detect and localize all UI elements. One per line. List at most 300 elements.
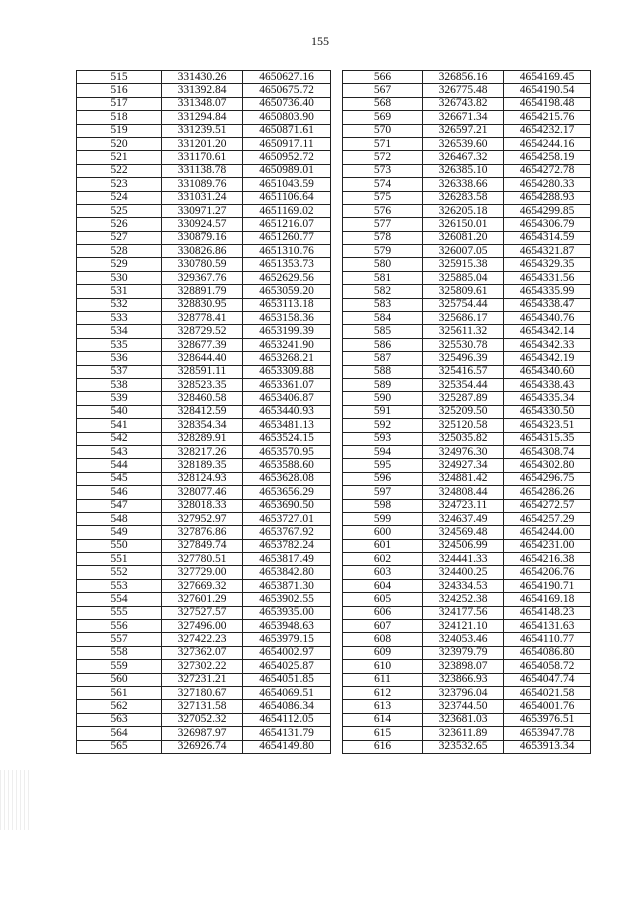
y-coordinate-cell: 4654272.57 [504,499,591,512]
x-coordinate-cell: 324723.11 [423,499,504,512]
x-coordinate-cell: 329367.76 [162,271,243,284]
y-coordinate-cell: 4651310.76 [243,245,331,258]
table-row [77,258,331,271]
x-coordinate-cell: 327422.23 [162,633,243,646]
y-coordinate-cell: 4654216.38 [504,553,591,566]
y-coordinate-cell: 4653871.30 [243,579,331,592]
table-row [77,700,331,713]
table-row [77,84,331,97]
x-coordinate-cell: 328677.39 [162,338,243,351]
y-coordinate-cell: 4653158.36 [243,312,331,325]
point-number-cell: 591 [343,405,423,418]
x-coordinate-cell: 328354.34 [162,419,243,432]
table-row [77,606,331,619]
y-coordinate-cell: 4654190.54 [504,84,591,97]
point-number-cell: 593 [343,432,423,445]
y-coordinate-cell: 4654321.87 [504,245,591,258]
x-coordinate-cell: 326856.16 [423,71,504,84]
x-coordinate-cell: 328189.35 [162,459,243,472]
x-coordinate-cell: 325885.04 [423,271,504,284]
table-row [343,553,591,566]
x-coordinate-cell: 327052.32 [162,713,243,726]
table-row [343,459,591,472]
y-coordinate-cell: 4654296.75 [504,472,591,485]
x-coordinate-cell: 324400.25 [423,566,504,579]
table-row [343,352,591,365]
table-row [343,700,591,713]
x-coordinate-cell: 328289.91 [162,432,243,445]
y-coordinate-cell: 4654051.85 [243,673,331,686]
point-number-cell: 523 [77,178,162,191]
x-coordinate-cell: 325809.61 [423,285,504,298]
y-coordinate-cell: 4653690.50 [243,499,331,512]
table-row [343,566,591,579]
table-row [343,606,591,619]
x-coordinate-cell: 328729.52 [162,325,243,338]
table-body-left [77,71,331,754]
point-number-cell: 594 [343,445,423,458]
x-coordinate-cell: 324881.42 [423,472,504,485]
y-coordinate-cell: 4654001.76 [504,700,591,713]
y-coordinate-cell: 4653947.78 [504,727,591,740]
table-row [343,218,591,231]
y-coordinate-cell: 4654086.34 [243,700,331,713]
table-row [77,231,331,244]
x-coordinate-cell: 327131.58 [162,700,243,713]
table-row [343,486,591,499]
x-coordinate-cell: 323866.93 [423,673,504,686]
x-coordinate-cell: 327952.97 [162,512,243,525]
y-coordinate-cell: 4654335.99 [504,285,591,298]
point-number-cell: 538 [77,378,162,391]
x-coordinate-cell: 327601.29 [162,593,243,606]
x-coordinate-cell: 327849.74 [162,539,243,552]
point-number-cell: 598 [343,499,423,512]
coordinates-table-left [76,70,331,754]
y-coordinate-cell: 4653241.90 [243,338,331,351]
x-coordinate-cell: 331348.07 [162,97,243,110]
table-row [77,539,331,552]
y-coordinate-cell: 4650627.16 [243,71,331,84]
point-number-cell: 516 [77,84,162,97]
y-coordinate-cell: 4654335.34 [504,392,591,405]
x-coordinate-cell: 325354.44 [423,378,504,391]
y-coordinate-cell: 4654329.35 [504,258,591,271]
table-row [343,231,591,244]
y-coordinate-cell: 4650917.11 [243,137,331,150]
table-row [77,526,331,539]
point-number-cell: 528 [77,245,162,258]
x-coordinate-cell: 324976.30 [423,445,504,458]
table-row [77,178,331,191]
point-number-cell: 574 [343,178,423,191]
table-row [343,713,591,726]
y-coordinate-cell: 4654021.58 [504,686,591,699]
point-number-cell: 608 [343,633,423,646]
table-row [343,84,591,97]
table-body-right [343,71,591,754]
table-row [343,365,591,378]
y-coordinate-cell: 4654340.76 [504,312,591,325]
table-row [343,137,591,150]
point-number-cell: 566 [343,71,423,84]
x-coordinate-cell: 323796.04 [423,686,504,699]
point-number-cell: 595 [343,459,423,472]
point-number-cell: 565 [77,740,162,753]
table-row [77,204,331,217]
x-coordinate-cell: 323681.03 [423,713,504,726]
y-coordinate-cell: 4654025.87 [243,660,331,673]
y-coordinate-cell: 4654338.43 [504,378,591,391]
x-coordinate-cell: 327180.67 [162,686,243,699]
x-coordinate-cell: 330780.59 [162,258,243,271]
y-coordinate-cell: 4654215.76 [504,111,591,124]
point-number-cell: 559 [77,660,162,673]
x-coordinate-cell: 328018.33 [162,499,243,512]
y-coordinate-cell: 4650952.72 [243,151,331,164]
table-row [343,686,591,699]
point-number-cell: 555 [77,606,162,619]
y-coordinate-cell: 4653440.93 [243,405,331,418]
x-coordinate-cell: 326338.66 [423,178,504,191]
x-coordinate-cell: 330971.27 [162,204,243,217]
y-coordinate-cell: 4653727.01 [243,512,331,525]
table-row [343,512,591,525]
point-number-cell: 534 [77,325,162,338]
table-row [77,137,331,150]
table-row [77,472,331,485]
y-coordinate-cell: 4653570.95 [243,445,331,458]
point-number-cell: 557 [77,633,162,646]
x-coordinate-cell: 331430.26 [162,71,243,84]
x-coordinate-cell: 326987.97 [162,727,243,740]
table-row [77,459,331,472]
table-row [77,727,331,740]
point-number-cell: 612 [343,686,423,699]
y-coordinate-cell: 4653406.87 [243,392,331,405]
x-coordinate-cell: 326150.01 [423,218,504,231]
point-number-cell: 576 [343,204,423,217]
point-number-cell: 610 [343,660,423,673]
scan-artifact [0,770,30,830]
table-row [77,553,331,566]
table-row [77,245,331,258]
point-number-cell: 525 [77,204,162,217]
point-number-cell: 583 [343,298,423,311]
point-number-cell: 521 [77,151,162,164]
table-row [77,620,331,633]
table-row [77,486,331,499]
x-coordinate-cell: 326385.10 [423,164,504,177]
x-coordinate-cell: 327729.00 [162,566,243,579]
table-row [343,178,591,191]
x-coordinate-cell: 323979.79 [423,646,504,659]
point-number-cell: 585 [343,325,423,338]
point-number-cell: 533 [77,312,162,325]
y-coordinate-cell: 4651260.77 [243,231,331,244]
x-coordinate-cell: 331138.78 [162,164,243,177]
point-number-cell: 517 [77,97,162,110]
table-row [77,378,331,391]
point-number-cell: 611 [343,673,423,686]
table-row [343,285,591,298]
table-row [343,271,591,284]
table-row [77,445,331,458]
table-row [77,352,331,365]
y-coordinate-cell: 4650803.90 [243,111,331,124]
page-number: 155 [311,34,329,48]
point-number-cell: 588 [343,365,423,378]
x-coordinate-cell: 327780.51 [162,553,243,566]
y-coordinate-cell: 4654131.63 [504,620,591,633]
x-coordinate-cell: 327496.00 [162,620,243,633]
y-coordinate-cell: 4654340.60 [504,365,591,378]
point-number-cell: 532 [77,298,162,311]
table-row [77,512,331,525]
point-number-cell: 530 [77,271,162,284]
table-row [77,285,331,298]
x-coordinate-cell: 327231.21 [162,673,243,686]
point-number-cell: 535 [77,338,162,351]
y-coordinate-cell: 4654342.19 [504,352,591,365]
x-coordinate-cell: 330924.57 [162,218,243,231]
point-number-cell: 584 [343,312,423,325]
y-coordinate-cell: 4654244.16 [504,137,591,150]
x-coordinate-cell: 330826.86 [162,245,243,258]
y-coordinate-cell: 4654272.78 [504,164,591,177]
y-coordinate-cell: 4651353.73 [243,258,331,271]
x-coordinate-cell: 328460.58 [162,392,243,405]
table-row [343,325,591,338]
point-number-cell: 541 [77,419,162,432]
table-row [343,164,591,177]
x-coordinate-cell: 328217.26 [162,445,243,458]
table-row [77,660,331,673]
table-row [343,526,591,539]
x-coordinate-cell: 328124.93 [162,472,243,485]
y-coordinate-cell: 4653979.15 [243,633,331,646]
table-row [77,646,331,659]
table-row [343,258,591,271]
y-coordinate-cell: 4654308.74 [504,445,591,458]
x-coordinate-cell: 328778.41 [162,312,243,325]
point-number-cell: 580 [343,258,423,271]
point-number-cell: 606 [343,606,423,619]
x-coordinate-cell: 327362.07 [162,646,243,659]
point-number-cell: 607 [343,620,423,633]
point-number-cell: 597 [343,486,423,499]
x-coordinate-cell: 331294.84 [162,111,243,124]
y-coordinate-cell: 4654330.50 [504,405,591,418]
table-row [343,419,591,432]
x-coordinate-cell: 325120.58 [423,419,504,432]
y-coordinate-cell: 4654058.72 [504,660,591,673]
table-row [343,97,591,110]
y-coordinate-cell: 4654190.71 [504,579,591,592]
x-coordinate-cell: 327669.32 [162,579,243,592]
y-coordinate-cell: 4653913.34 [504,740,591,753]
point-number-cell: 604 [343,579,423,592]
point-number-cell: 563 [77,713,162,726]
table-row [343,620,591,633]
y-coordinate-cell: 4654286.26 [504,486,591,499]
x-coordinate-cell: 326926.74 [162,740,243,753]
x-coordinate-cell: 327876.86 [162,526,243,539]
point-number-cell: 519 [77,124,162,137]
point-number-cell: 529 [77,258,162,271]
y-coordinate-cell: 4653268.21 [243,352,331,365]
y-coordinate-cell: 4653309.88 [243,365,331,378]
table-row [343,312,591,325]
y-coordinate-cell: 4651169.02 [243,204,331,217]
table-row [77,740,331,753]
x-coordinate-cell: 324177.56 [423,606,504,619]
y-coordinate-cell: 4653935.00 [243,606,331,619]
point-number-cell: 518 [77,111,162,124]
y-coordinate-cell: 4651043.59 [243,178,331,191]
point-number-cell: 573 [343,164,423,177]
y-coordinate-cell: 4654148.23 [504,606,591,619]
y-coordinate-cell: 4653842.80 [243,566,331,579]
y-coordinate-cell: 4650989.01 [243,164,331,177]
table-row [77,673,331,686]
point-number-cell: 531 [77,285,162,298]
point-number-cell: 601 [343,539,423,552]
x-coordinate-cell: 324808.44 [423,486,504,499]
x-coordinate-cell: 326081.20 [423,231,504,244]
y-coordinate-cell: 4652629.56 [243,271,331,284]
x-coordinate-cell: 325611.32 [423,325,504,338]
x-coordinate-cell: 325496.39 [423,352,504,365]
x-coordinate-cell: 325915.38 [423,258,504,271]
x-coordinate-cell: 324637.49 [423,512,504,525]
table-row [343,646,591,659]
table-row [343,740,591,753]
point-number-cell: 603 [343,566,423,579]
y-coordinate-cell: 4654086.80 [504,646,591,659]
y-coordinate-cell: 4653199.39 [243,325,331,338]
table-row [343,392,591,405]
point-number-cell: 582 [343,285,423,298]
table-row [77,633,331,646]
point-number-cell: 609 [343,646,423,659]
point-number-cell: 544 [77,459,162,472]
x-coordinate-cell: 323611.89 [423,727,504,740]
x-coordinate-cell: 331392.84 [162,84,243,97]
table-row [343,727,591,740]
point-number-cell: 546 [77,486,162,499]
point-number-cell: 572 [343,151,423,164]
coordinates-table-right [342,70,591,754]
point-number-cell: 590 [343,392,423,405]
x-coordinate-cell: 328644.40 [162,352,243,365]
y-coordinate-cell: 4654342.14 [504,325,591,338]
table-row [343,579,591,592]
table-row [77,97,331,110]
point-number-cell: 527 [77,231,162,244]
y-coordinate-cell: 4653059.20 [243,285,331,298]
table-row [343,673,591,686]
table-row [77,338,331,351]
table-row [77,111,331,124]
y-coordinate-cell: 4650675.72 [243,84,331,97]
y-coordinate-cell: 4654206.76 [504,566,591,579]
point-number-cell: 515 [77,71,162,84]
point-number-cell: 615 [343,727,423,740]
x-coordinate-cell: 328891.79 [162,285,243,298]
table-row [77,191,331,204]
x-coordinate-cell: 330879.16 [162,231,243,244]
point-number-cell: 542 [77,432,162,445]
point-number-cell: 600 [343,526,423,539]
x-coordinate-cell: 324121.10 [423,620,504,633]
y-coordinate-cell: 4653782.24 [243,539,331,552]
point-number-cell: 547 [77,499,162,512]
point-number-cell: 581 [343,271,423,284]
point-number-cell: 562 [77,700,162,713]
y-coordinate-cell: 4653524.15 [243,432,331,445]
point-number-cell: 545 [77,472,162,485]
point-number-cell: 592 [343,419,423,432]
x-coordinate-cell: 324441.33 [423,553,504,566]
y-coordinate-cell: 4654002.97 [243,646,331,659]
y-coordinate-cell: 4654257.29 [504,512,591,525]
table-row [343,338,591,351]
point-number-cell: 571 [343,137,423,150]
table-row [77,579,331,592]
point-number-cell: 589 [343,378,423,391]
table-row [343,432,591,445]
table-row [343,111,591,124]
point-number-cell: 567 [343,84,423,97]
table-row [77,405,331,418]
table-row [77,124,331,137]
y-coordinate-cell: 4653948.63 [243,620,331,633]
y-coordinate-cell: 4650871.61 [243,124,331,137]
table-row [343,298,591,311]
point-number-cell: 560 [77,673,162,686]
x-coordinate-cell: 324569.48 [423,526,504,539]
y-coordinate-cell: 4654149.80 [243,740,331,753]
table-row [343,660,591,673]
y-coordinate-cell: 4654169.18 [504,593,591,606]
point-number-cell: 554 [77,593,162,606]
table-row [343,245,591,258]
x-coordinate-cell: 331201.20 [162,137,243,150]
x-coordinate-cell: 324053.46 [423,633,504,646]
y-coordinate-cell: 4654069.51 [243,686,331,699]
y-coordinate-cell: 4654323.51 [504,419,591,432]
y-coordinate-cell: 4654331.56 [504,271,591,284]
y-coordinate-cell: 4654342.33 [504,338,591,351]
table-row [343,472,591,485]
table-row [343,593,591,606]
point-number-cell: 549 [77,526,162,539]
y-coordinate-cell: 4654338.47 [504,298,591,311]
y-coordinate-cell: 4653902.55 [243,593,331,606]
x-coordinate-cell: 331170.61 [162,151,243,164]
x-coordinate-cell: 323744.50 [423,700,504,713]
point-number-cell: 561 [77,686,162,699]
x-coordinate-cell: 325416.57 [423,365,504,378]
point-number-cell: 550 [77,539,162,552]
x-coordinate-cell: 326743.82 [423,97,504,110]
table-row [343,633,591,646]
point-number-cell: 570 [343,124,423,137]
y-coordinate-cell: 4651106.64 [243,191,331,204]
point-number-cell: 556 [77,620,162,633]
y-coordinate-cell: 4654198.48 [504,97,591,110]
